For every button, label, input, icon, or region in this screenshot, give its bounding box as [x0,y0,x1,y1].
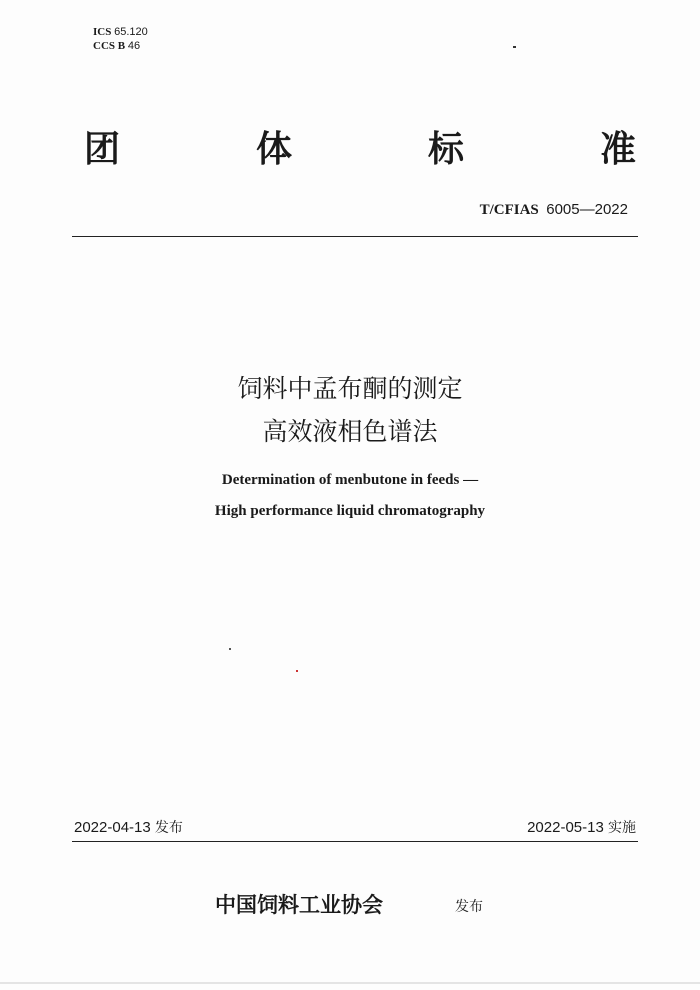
publish-date-value: 2022-04-13 [74,819,151,836]
scan-speck [229,648,231,650]
category-char-1: 团 [84,129,121,170]
chinese-title-line-2: 高效液相色谱法 [262,417,438,446]
category-char-2: 体 [255,129,292,170]
header-divider [72,236,638,237]
issuing-action: 发布 [455,899,483,915]
ccs-value: 46 [127,40,141,52]
ccs-label: CCS B [93,40,126,52]
english-title-line-2: High performance liquid chromatography [214,503,486,519]
classification-codes [93,25,148,53]
ics-code [93,25,148,39]
page-bottom-edge [0,982,700,984]
standard-category-heading [84,128,636,172]
issuing-organization: 中国饲料工业协会 [215,892,383,917]
dates-row [74,818,636,838]
publish-date [74,818,183,838]
implement-date [527,818,636,838]
ics-value: 65.120 [114,26,148,38]
chinese-title-line-1: 饲料中孟布酮的测定 [237,374,463,403]
implement-date-value: 2022-05-13 [527,819,604,836]
english-title-line-1: Determination of menbutone in feeds — [221,472,479,488]
standard-number [480,201,628,219]
scan-speck [513,46,516,48]
category-char-3: 标 [427,129,464,170]
standard-number-prefix: T/CFIAS [479,202,539,218]
implement-date-label: 实施 [608,820,636,836]
ics-label: ICS [93,26,112,38]
category-char-4: 准 [599,129,636,170]
standard-number-value: 6005—2022 [546,201,628,218]
ccs-code [93,39,148,53]
scan-speck [296,670,298,672]
publish-date-label: 发布 [154,820,183,836]
footer-divider [72,841,638,842]
